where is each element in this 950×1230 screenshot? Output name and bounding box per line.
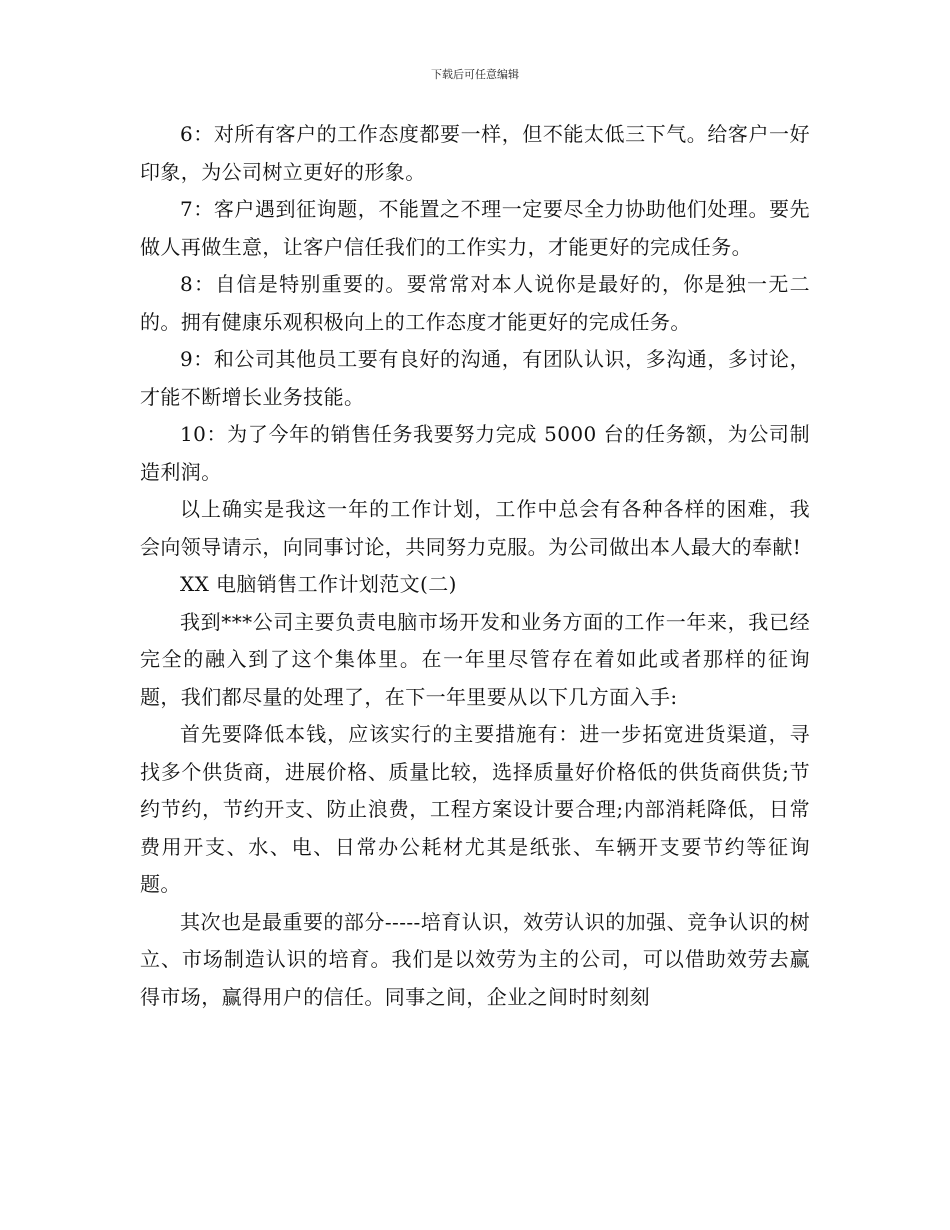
- paragraph-cost-reduction: 首先要降低本钱，应该实行的主要措施有：进一步拓宽进货渠道，寻找多个供货商，进展价格、质量比较，选择质量好价格低的供货商供货;节约节约，节约开支、防止浪费，工程方案设计要合理;内部消耗降低，日常费用开支、水、电、日常办公耗材尤其是纸张、车辆开支要节约等征询题。: [140, 722, 810, 896]
- paragraph-item-10: 10：为了今年的销售任务我要努力完成 5000 台的任务额，为公司制造利润。: [140, 422, 810, 484]
- paragraph-item-7: 7：客户遇到征询题，不能置之不理一定要尽全力协助他们处理。要先做人再做生意，让客户信任我们的工作实力，才能更好的完成任务。: [140, 197, 810, 259]
- document-body: [140, 116, 810, 1016]
- paragraph-summary: 以上确实是我这一年的工作计划，工作中总会有各种各样的困难，我会向领导请示，向同事讨论，共同努力克服。为公司做出本人最大的奉献!: [140, 497, 810, 559]
- paragraph-item-6: 6：对所有客户的工作态度都要一样，但不能太低三下气。给客户一好印象，为公司树立更好的形象。: [140, 122, 810, 184]
- paragraph-item-9: 9：和公司其他员工要有良好的沟通，有团队认识，多沟通，多讨论，才能不断增长业务技能。: [140, 347, 810, 409]
- paragraph-service-awareness: 其次也是最重要的部分-----培育认识，效劳认识的加强、竞争认识的树立、市场制造认识的培育。我们是以效劳为主的公司，可以借助效劳去赢得市场，赢得用户的信任。同事之间，企业之间时时刻刻: [140, 909, 810, 1009]
- section-heading: XX 电脑销售工作计划范文(二): [180, 572, 457, 596]
- paragraph-intro: 我到***公司主要负责电脑市场开发和业务方面的工作一年来，我已经完全的融入到了这个集体里。在一年里尽管存在着如此或者那样的征询题，我们都尽量的处理了，在下一年里要从以下几方面入手:: [140, 609, 810, 709]
- paragraph-item-8: 8：自信是特别重要的。要常常对本人说你是最好的，你是独一无二的。拥有健康乐观积极向上的工作态度才能更好的完成任务。: [140, 272, 810, 334]
- header-note: 下载后可任意编辑: [431, 68, 519, 81]
